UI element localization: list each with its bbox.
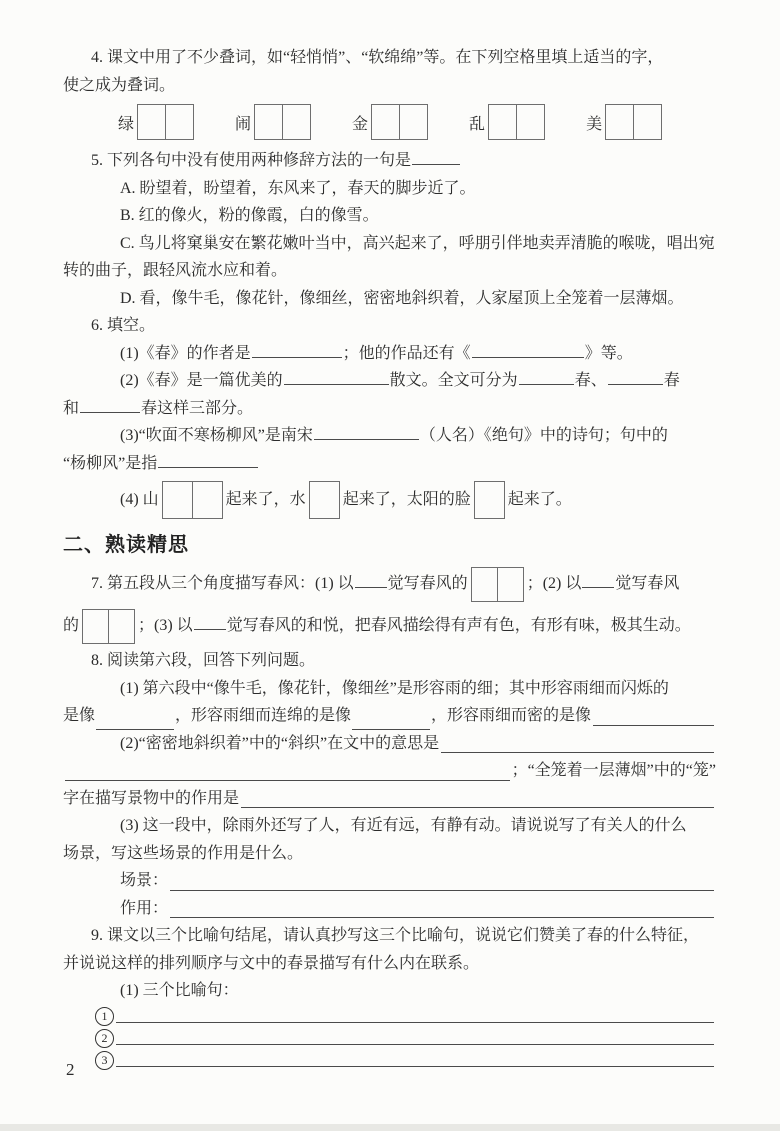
fill-cell[interactable] xyxy=(488,104,517,140)
fill-cell[interactable] xyxy=(371,104,400,140)
q8-scene-line xyxy=(63,867,716,895)
q5-option-b-text: B. 红的像火，粉的像霞，白的像雪。 xyxy=(120,207,379,224)
q8-item2-line2 xyxy=(63,757,716,785)
q6-i2-text-d: 春 xyxy=(663,372,680,389)
q8-scene-label: 场景： xyxy=(120,872,169,889)
q6-i2-text-f: 春这样三部分。 xyxy=(141,399,254,417)
q7-line1 xyxy=(63,563,716,605)
q8-i2-text-c: 字在描写景物中的作用是 xyxy=(63,789,240,807)
q9-stem-text-1: 9. 课文以三个比喻句结尾，请认真抄写这三个比喻句，说说它们赞美了春的什么特征， xyxy=(91,927,700,944)
q7-text-c: ；(2) 以 xyxy=(526,575,582,592)
q8-i1-blank-2[interactable] xyxy=(352,716,430,730)
fill-cell[interactable] xyxy=(166,104,194,140)
q7-text-b: 觉写春风的 xyxy=(387,575,468,592)
q6-item3-line2 xyxy=(63,450,716,478)
q6-i1-text-c: 》等。 xyxy=(584,344,633,362)
fill-cell[interactable] xyxy=(109,609,135,644)
q8-item2-line3 xyxy=(63,785,716,813)
q4-fill-group-2 xyxy=(235,104,314,140)
scan-edge-artifact xyxy=(0,1124,780,1131)
q6-i4-box-2[interactable] xyxy=(309,481,340,519)
q4-fill-row xyxy=(63,104,716,140)
q8-i2-text-b: ；“全笼着一层薄烟”中的“笼” xyxy=(511,762,716,779)
q6-item3-line1 xyxy=(63,422,716,450)
q7-blank-1[interactable] xyxy=(355,574,387,588)
q8-i2-text-a: (2)“密密地斜织着”中的“斜织”在文中的意思是 xyxy=(120,734,440,752)
q6-i2-blank-2[interactable] xyxy=(519,371,574,385)
q4-text-2: 使之成为叠词。 xyxy=(63,76,176,94)
q4-char-2: 闹 xyxy=(235,115,252,133)
q9-answer-line-1 xyxy=(63,1007,716,1027)
q6-i2-text-c: 春、 xyxy=(574,372,607,389)
q8-i3-text-b: 场景，写这些场景的作用是什么。 xyxy=(63,844,304,862)
q6-i3-text-a: (3)“吹面不寒杨柳风”是南宋 xyxy=(120,427,313,444)
q4-fill-group-1 xyxy=(118,104,197,140)
q6-stem-text: 6. 填空。 xyxy=(91,317,156,334)
q4-fill-box-4[interactable] xyxy=(488,104,545,140)
q8-item1-line1 xyxy=(63,675,716,703)
q8-effect-label: 作用： xyxy=(120,899,169,917)
fill-cell[interactable] xyxy=(193,481,223,519)
q8-scene-blank[interactable] xyxy=(170,885,714,891)
q9-blank-2[interactable] xyxy=(116,1039,714,1045)
q9-stem-text-2: 并说说这样的排列顺序与文中的春景描写有什么内在联系。 xyxy=(63,954,480,972)
q6-i1-blank-1[interactable] xyxy=(252,344,342,358)
q6-i2-blank-4[interactable] xyxy=(80,399,140,413)
q7-text-g: 觉写春风的和悦，把春风描绘得有声有色，有形有味，极其生动。 xyxy=(226,617,691,634)
fill-cell[interactable] xyxy=(498,567,524,602)
q4-fill-group-4 xyxy=(469,104,548,140)
fill-cell[interactable] xyxy=(471,567,498,602)
q8-item3-line2 xyxy=(63,840,716,868)
q6-item4 xyxy=(63,477,716,523)
q6-stem xyxy=(63,312,716,340)
q4-fill-box-5[interactable] xyxy=(605,104,662,140)
q8-i1-blank-3[interactable] xyxy=(593,720,714,726)
q6-i4-box-1[interactable] xyxy=(162,481,223,519)
q8-i1-text-b: 是像 xyxy=(63,707,96,724)
fill-cell[interactable] xyxy=(474,481,505,519)
q6-i1-text-a: (1)《春》的作者是 xyxy=(120,344,251,362)
page-content xyxy=(63,44,716,1071)
q4-fill-group-5 xyxy=(586,104,665,140)
q9-sub xyxy=(63,977,716,1005)
q5-option-d xyxy=(63,285,716,313)
q6-i4-text-d: 起来了。 xyxy=(507,491,572,508)
fill-cell[interactable] xyxy=(400,104,428,140)
q8-i1-text-c: ，形容雨细而连绵的是像 xyxy=(175,707,352,724)
q8-i2-blank-2[interactable] xyxy=(65,775,510,781)
q4-char-4: 乱 xyxy=(469,115,486,133)
q5-option-b xyxy=(63,202,716,230)
q6-i3-blank-2[interactable] xyxy=(158,454,258,468)
q5-option-a-text: A. 盼望着，盼望着，东风来了，春天的脚步近了。 xyxy=(120,179,476,197)
q8-i1-text-d: ，形容雨细而密的是像 xyxy=(431,707,592,724)
q4-fill-box-2[interactable] xyxy=(254,104,311,140)
q6-i3-text-c: “杨柳风”是指 xyxy=(63,454,158,472)
q7-box-1[interactable] xyxy=(471,567,524,602)
q8-i3-text-a: (3) 这一段中，除雨外还写了人，有近有远，有静有动。请说说写了有关人的什么 xyxy=(120,817,687,834)
q9-blank-1[interactable] xyxy=(116,1017,714,1023)
q6-i4-text-a: (4) 山 xyxy=(120,491,159,508)
q8-item2-line1 xyxy=(63,730,716,758)
q6-item2-line2 xyxy=(63,395,716,423)
fill-cell[interactable] xyxy=(517,104,545,140)
q5-option-c xyxy=(63,230,716,285)
circled-number-3: 3 xyxy=(95,1051,114,1070)
q6-i3-text-b: （人名）《绝句》中的诗句；句中的 xyxy=(419,427,668,444)
q8-stem xyxy=(63,647,716,675)
q5-answer-blank[interactable] xyxy=(412,151,460,165)
fill-cell[interactable] xyxy=(162,481,193,519)
q8-item1-line2 xyxy=(63,702,716,730)
fill-cell[interactable] xyxy=(634,104,662,140)
q7-text-a: 7. 第五段从三个角度描写春风：(1) 以 xyxy=(91,575,354,592)
q6-i2-text-e: 和 xyxy=(63,399,80,417)
q4-fill-box-1[interactable] xyxy=(137,104,194,140)
q8-i1-text-a: (1) 第六段中“像牛毛，像花针，像细丝”是形容雨的细；其中形容雨细而闪烁的 xyxy=(120,679,669,697)
q6-i4-box-3[interactable] xyxy=(474,481,505,519)
q9-stem-line2 xyxy=(63,950,716,978)
q4-stem-line2 xyxy=(63,72,716,100)
q8-i1-blank-1[interactable] xyxy=(96,716,174,730)
q6-i2-text-b: 散文。全文可分为 xyxy=(389,372,518,389)
q7-text-d: 觉写春风 xyxy=(615,575,680,592)
circled-number-2: 2 xyxy=(95,1029,114,1048)
q6-i2-blank-1[interactable] xyxy=(284,371,389,385)
q9-answer-line-3 xyxy=(63,1051,716,1071)
circled-number-1: 1 xyxy=(95,1007,114,1026)
q5-option-a xyxy=(63,175,716,203)
q6-i2-blank-3[interactable] xyxy=(608,371,663,385)
q7-text-f: ；(3) 以 xyxy=(138,617,193,634)
q6-i1-blank-2[interactable] xyxy=(472,344,584,358)
page-number: 2 xyxy=(66,1060,75,1079)
q6-i4-text-c: 起来了，太阳的脸 xyxy=(342,491,471,508)
q7-text-e: 的 xyxy=(63,617,80,634)
q6-item2-line1 xyxy=(63,367,716,395)
q4-stem-line1 xyxy=(63,44,716,72)
q8-i2-blank-1[interactable] xyxy=(441,747,714,753)
fill-cell[interactable] xyxy=(137,104,166,140)
fill-cell[interactable] xyxy=(605,104,634,140)
q7-blank-2[interactable] xyxy=(582,574,614,588)
q4-fill-box-3[interactable] xyxy=(371,104,428,140)
q4-text-1: 4. 课文中用了不少叠词，如“轻悄悄”、“软绵绵”等。在下列空格里填上适当的字， xyxy=(91,49,664,66)
q6-i2-text-a: (2)《春》是一篇优美的 xyxy=(120,372,283,389)
q4-char-3: 金 xyxy=(352,115,369,133)
q5-option-c-text: C. 鸟儿将窠巢安在繁花嫩叶当中，高兴起来了，呼朋引伴地卖弄清脆的喉咙，唱出宛转的曲子，跟轻风流水应和着。 xyxy=(63,234,715,279)
q6-item1 xyxy=(63,340,716,368)
q5-option-d-text: D. 看，像牛毛，像花针，像细丝，密密地斜织着，人家屋顶上全笼着一层薄烟。 xyxy=(120,289,684,307)
q9-sub-text: (1) 三个比喻句： xyxy=(120,982,239,999)
q5-stem xyxy=(63,147,716,175)
q6-i1-text-b: ；他的作品还有《 xyxy=(342,344,471,362)
q7-box-2[interactable] xyxy=(82,609,135,644)
q9-stem-line1 xyxy=(63,922,716,950)
fill-cell[interactable] xyxy=(283,104,311,140)
q6-i4-text-b: 起来了，水 xyxy=(225,491,306,508)
fill-cell[interactable] xyxy=(82,609,109,644)
q5-stem-text: 5. 下列各句中没有使用两种修辞方法的一句是 xyxy=(91,152,412,169)
q4-char-5: 美 xyxy=(586,115,603,133)
section-header: 二、熟读精思 xyxy=(63,534,189,556)
q9-answer-line-2 xyxy=(63,1029,716,1049)
fill-cell[interactable] xyxy=(254,104,283,140)
q8-stem-text: 8. 阅读第六段，回答下列问题。 xyxy=(91,652,316,669)
q7-blank-3[interactable] xyxy=(194,616,226,630)
q8-i2-blank-3[interactable] xyxy=(241,802,714,808)
q7-line2 xyxy=(63,605,716,647)
fill-cell[interactable] xyxy=(309,481,340,519)
q8-item3-line1 xyxy=(63,812,716,840)
q9-blank-3[interactable] xyxy=(116,1061,714,1067)
q4-char-1: 绿 xyxy=(118,115,135,133)
q6-i3-blank-1[interactable] xyxy=(314,426,419,440)
q8-effect-line xyxy=(63,895,716,923)
q4-fill-group-3 xyxy=(352,104,431,140)
q8-effect-blank[interactable] xyxy=(170,912,714,918)
